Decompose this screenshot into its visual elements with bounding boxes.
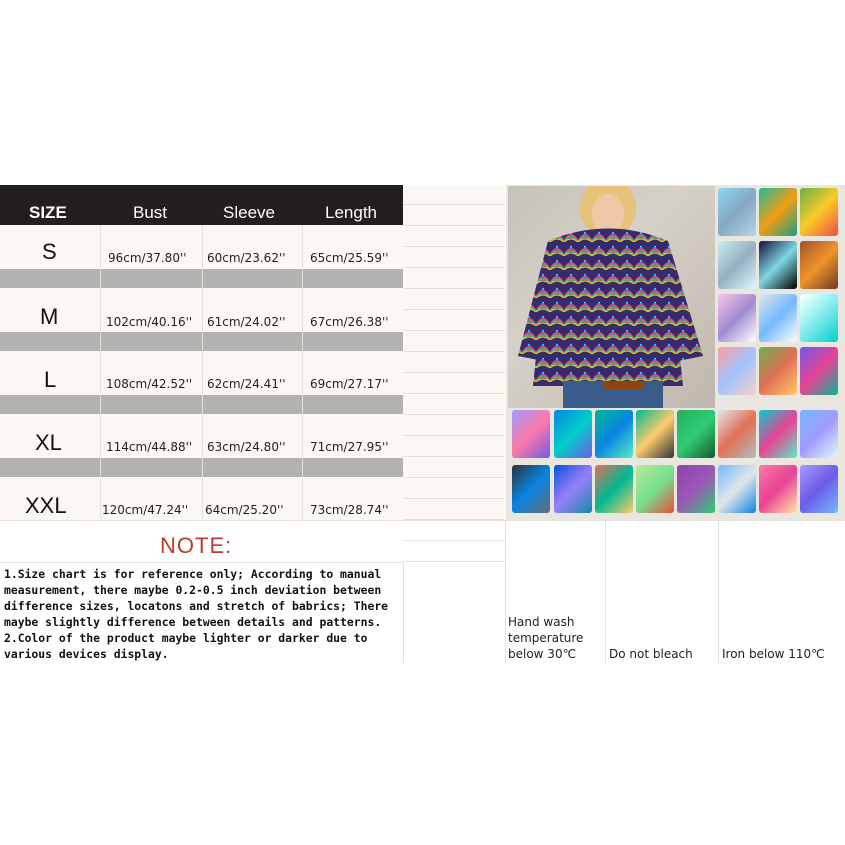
grid-cell: [403, 499, 505, 520]
grid-cell: [403, 205, 505, 226]
grid-cell: [403, 352, 505, 373]
color-thumbnail[interactable]: [800, 347, 838, 395]
care-line: below 30℃: [508, 647, 577, 661]
header-length: Length: [325, 203, 377, 222]
bust-value: 102cm/40.16'': [106, 315, 193, 329]
length-value: 65cm/25.59'': [310, 251, 389, 265]
thumbnail-grid-right: [716, 186, 845, 408]
grid-cell: [403, 457, 505, 478]
grid-cell: [403, 415, 505, 436]
care-line: Hand wash: [508, 615, 575, 629]
size-label: XXL: [25, 493, 67, 518]
color-thumbnail[interactable]: [595, 465, 633, 513]
size-label: XL: [35, 430, 62, 455]
header-size: SIZE: [29, 203, 67, 222]
grid-cell: [403, 394, 505, 415]
grid-cell: [403, 436, 505, 457]
column-divider: [100, 225, 101, 520]
color-thumbnail[interactable]: [718, 410, 756, 458]
bust-value: 114cm/44.88'': [106, 440, 193, 454]
note-line: maybe slightly difference between details and patterns.: [4, 615, 382, 629]
color-thumbnail[interactable]: [759, 294, 797, 342]
color-thumbnail[interactable]: [554, 410, 592, 458]
model-photo: [508, 186, 715, 408]
size-table-header: [0, 185, 403, 225]
color-thumbnail[interactable]: [800, 465, 838, 513]
bust-value: 120cm/47.24'': [102, 503, 189, 517]
size-label: S: [42, 239, 57, 264]
length-value: 71cm/27.95'': [310, 440, 389, 454]
grid-cell: [403, 226, 505, 247]
care-divider: [605, 520, 606, 663]
color-thumbnail[interactable]: [512, 465, 550, 513]
color-thumbnail[interactable]: [759, 188, 797, 236]
size-label: M: [40, 304, 59, 329]
model-illustration: [508, 186, 715, 408]
bust-value: 96cm/37.80'': [108, 251, 187, 265]
header-sleeve: Sleeve: [223, 203, 275, 222]
size-label: L: [44, 367, 57, 392]
grid-cell: [403, 268, 505, 289]
header-bust: Bust: [133, 203, 168, 222]
care-hand-wash: [508, 614, 583, 662]
color-thumbnail[interactable]: [759, 465, 797, 513]
color-thumbnail[interactable]: [800, 294, 838, 342]
color-thumbnail[interactable]: [677, 410, 715, 458]
care-divider: [718, 520, 719, 663]
thumbnail-grid-bottom: [510, 408, 845, 520]
care-line: temperature: [508, 631, 584, 645]
color-thumbnail[interactable]: [554, 465, 592, 513]
care-iron: Iron below 110℃: [722, 647, 825, 661]
length-value: 73cm/28.74'': [310, 503, 389, 517]
color-thumbnail[interactable]: [718, 294, 756, 342]
note-line: measurement, there maybe 0.2-0.5 inch deviation between: [4, 583, 382, 597]
color-thumbnail[interactable]: [800, 410, 838, 458]
color-thumbnail[interactable]: [595, 410, 633, 458]
color-thumbnail[interactable]: [759, 410, 797, 458]
care-divider: [505, 520, 506, 663]
grid-cell: [403, 331, 505, 352]
note-line: 1.Size chart is for reference only; According to manual: [4, 567, 382, 581]
care-top-line: [505, 520, 845, 521]
color-thumbnail[interactable]: [800, 241, 838, 289]
note-text: [4, 566, 404, 662]
table-bottom-line: [0, 520, 505, 521]
grid-cell: [403, 289, 505, 310]
grid-cell: [403, 541, 505, 562]
note-divider: [0, 562, 403, 563]
column-divider: [302, 225, 303, 520]
length-value: 67cm/26.38'': [310, 315, 389, 329]
sleeve-value: 61cm/24.02'': [207, 315, 286, 329]
sleeve-value: 60cm/23.62'': [207, 251, 286, 265]
color-thumbnail[interactable]: [718, 465, 756, 513]
sleeve-value: 63cm/24.80'': [207, 440, 286, 454]
color-thumbnail[interactable]: [718, 188, 756, 236]
grid-cell: [403, 520, 505, 541]
color-thumbnail[interactable]: [759, 347, 797, 395]
bust-value: 108cm/42.52'': [106, 377, 193, 391]
length-value: 69cm/27.17'': [310, 377, 389, 391]
color-thumbnail[interactable]: [636, 465, 674, 513]
color-thumbnail[interactable]: [636, 410, 674, 458]
color-thumbnail[interactable]: [677, 465, 715, 513]
sleeve-value: 64cm/25.20'': [205, 503, 284, 517]
color-thumbnail[interactable]: [800, 188, 838, 236]
note-title: NOTE:: [160, 533, 233, 558]
grid-cell: [403, 185, 505, 205]
grid-cell: [403, 373, 505, 394]
note-line: difference sizes, locatons and stretch of babrics; There: [4, 599, 389, 613]
note-line: 2.Color of the product maybe lighter or darker due to: [4, 631, 368, 645]
grid-cell: [403, 247, 505, 268]
note-line: various devices display.: [4, 647, 169, 661]
color-thumbnail[interactable]: [718, 347, 756, 395]
color-thumbnail[interactable]: [512, 410, 550, 458]
color-thumbnail[interactable]: [718, 241, 756, 289]
grid-cell: [403, 478, 505, 499]
color-thumbnail[interactable]: [759, 241, 797, 289]
column-divider: [202, 225, 203, 520]
care-no-bleach: Do not bleach: [609, 647, 693, 661]
sleeve-value: 62cm/24.41'': [207, 377, 286, 391]
grid-cell: [403, 310, 505, 331]
